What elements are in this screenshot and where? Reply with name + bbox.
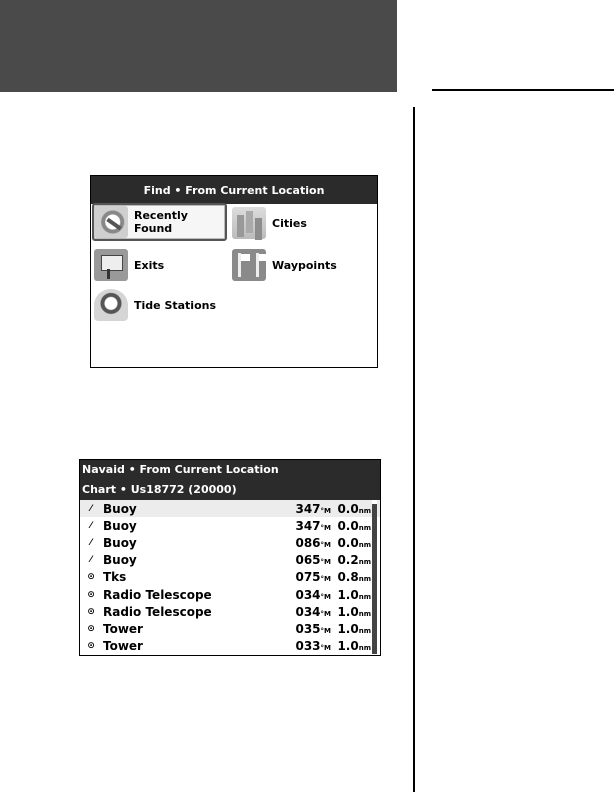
tide-stations-icon [94, 289, 128, 321]
navaid-scrollbar[interactable] [372, 502, 377, 654]
navaid-header [80, 460, 380, 500]
row-name: Tower [103, 639, 143, 654]
row-bearing: 347°M [295, 518, 331, 533]
navaid-row[interactable] [80, 586, 380, 603]
row-bearing: 034°M [295, 604, 331, 619]
find-item-waypoints[interactable] [232, 246, 372, 284]
sidebar-divider [413, 107, 415, 792]
landmark-icon: ⊙ [87, 572, 95, 583]
row-name: Radio Telescope [103, 587, 212, 602]
find-title: Find • From Current Location [91, 176, 377, 204]
navaid-row[interactable] [80, 552, 380, 569]
row-bearing: 075°M [295, 570, 331, 585]
navaid-row[interactable] [80, 638, 380, 655]
navaid-list-screen [79, 459, 381, 656]
row-name: Radio Telescope [103, 604, 212, 619]
row-bearing: 065°M [295, 553, 331, 568]
buoy-icon: ⁄ [90, 537, 92, 548]
find-item-label: Recently Found [134, 209, 188, 235]
row-bearing: 347°M [295, 501, 331, 516]
buoy-icon: ⁄ [90, 503, 92, 514]
find-item-recently-found[interactable] [92, 203, 227, 241]
row-bearing: 033°M [295, 639, 331, 654]
landmark-icon: ⊙ [87, 623, 95, 634]
find-item-label: Waypoints [272, 258, 337, 272]
navaid-subtitle: Chart • Us18772 (20000) [82, 483, 237, 496]
landmark-icon: ⊙ [87, 606, 95, 617]
navaid-row[interactable] [80, 620, 380, 637]
navaid-row[interactable] [80, 603, 380, 620]
waypoints-icon [232, 249, 266, 281]
buoy-icon: ⁄ [90, 555, 92, 566]
row-distance: 0.0nm [337, 518, 371, 533]
find-item-exits[interactable] [94, 246, 229, 284]
navaid-row[interactable] [80, 500, 380, 517]
row-bearing: 035°M [295, 621, 331, 636]
row-distance: 0.2nm [337, 553, 371, 568]
navaid-row[interactable] [80, 569, 380, 586]
row-distance: 0.8nm [337, 570, 371, 585]
row-distance: 1.0nm [337, 587, 371, 602]
row-bearing: 086°M [295, 535, 331, 550]
exits-icon [94, 249, 128, 281]
row-name: Buoy [103, 501, 137, 516]
navaid-title: Navaid • From Current Location [82, 463, 279, 476]
header-rule [432, 89, 614, 91]
landmark-icon: ⊙ [87, 641, 95, 652]
navaid-list [80, 500, 380, 655]
row-bearing: 034°M [295, 587, 331, 602]
row-name: Buoy [103, 553, 137, 568]
scroll-up-icon[interactable] [372, 500, 377, 505]
row-distance: 1.0nm [337, 604, 371, 619]
row-distance: 0.0nm [337, 501, 371, 516]
row-name: Buoy [103, 518, 137, 533]
row-name: Buoy [103, 535, 137, 550]
find-item-tide-stations[interactable] [94, 286, 229, 324]
find-item-label: Tide Stations [134, 298, 217, 312]
find-item-label: Exits [134, 258, 165, 272]
row-name: Tks [103, 570, 127, 585]
row-distance: 1.0nm [337, 621, 371, 636]
header-band [0, 0, 397, 92]
row-distance: 0.0nm [337, 535, 371, 550]
find-item-cities[interactable] [232, 204, 372, 242]
navaid-row[interactable] [80, 534, 380, 551]
navaid-row[interactable] [80, 517, 380, 534]
find-menu-screen [90, 175, 378, 368]
row-distance: 1.0nm [337, 639, 371, 654]
buoy-icon: ⁄ [90, 520, 92, 531]
find-item-label: Cities [272, 216, 307, 230]
landmark-icon: ⊙ [87, 589, 95, 600]
recently-found-icon [94, 206, 128, 238]
row-name: Tower [103, 621, 143, 636]
cities-icon [232, 207, 266, 239]
